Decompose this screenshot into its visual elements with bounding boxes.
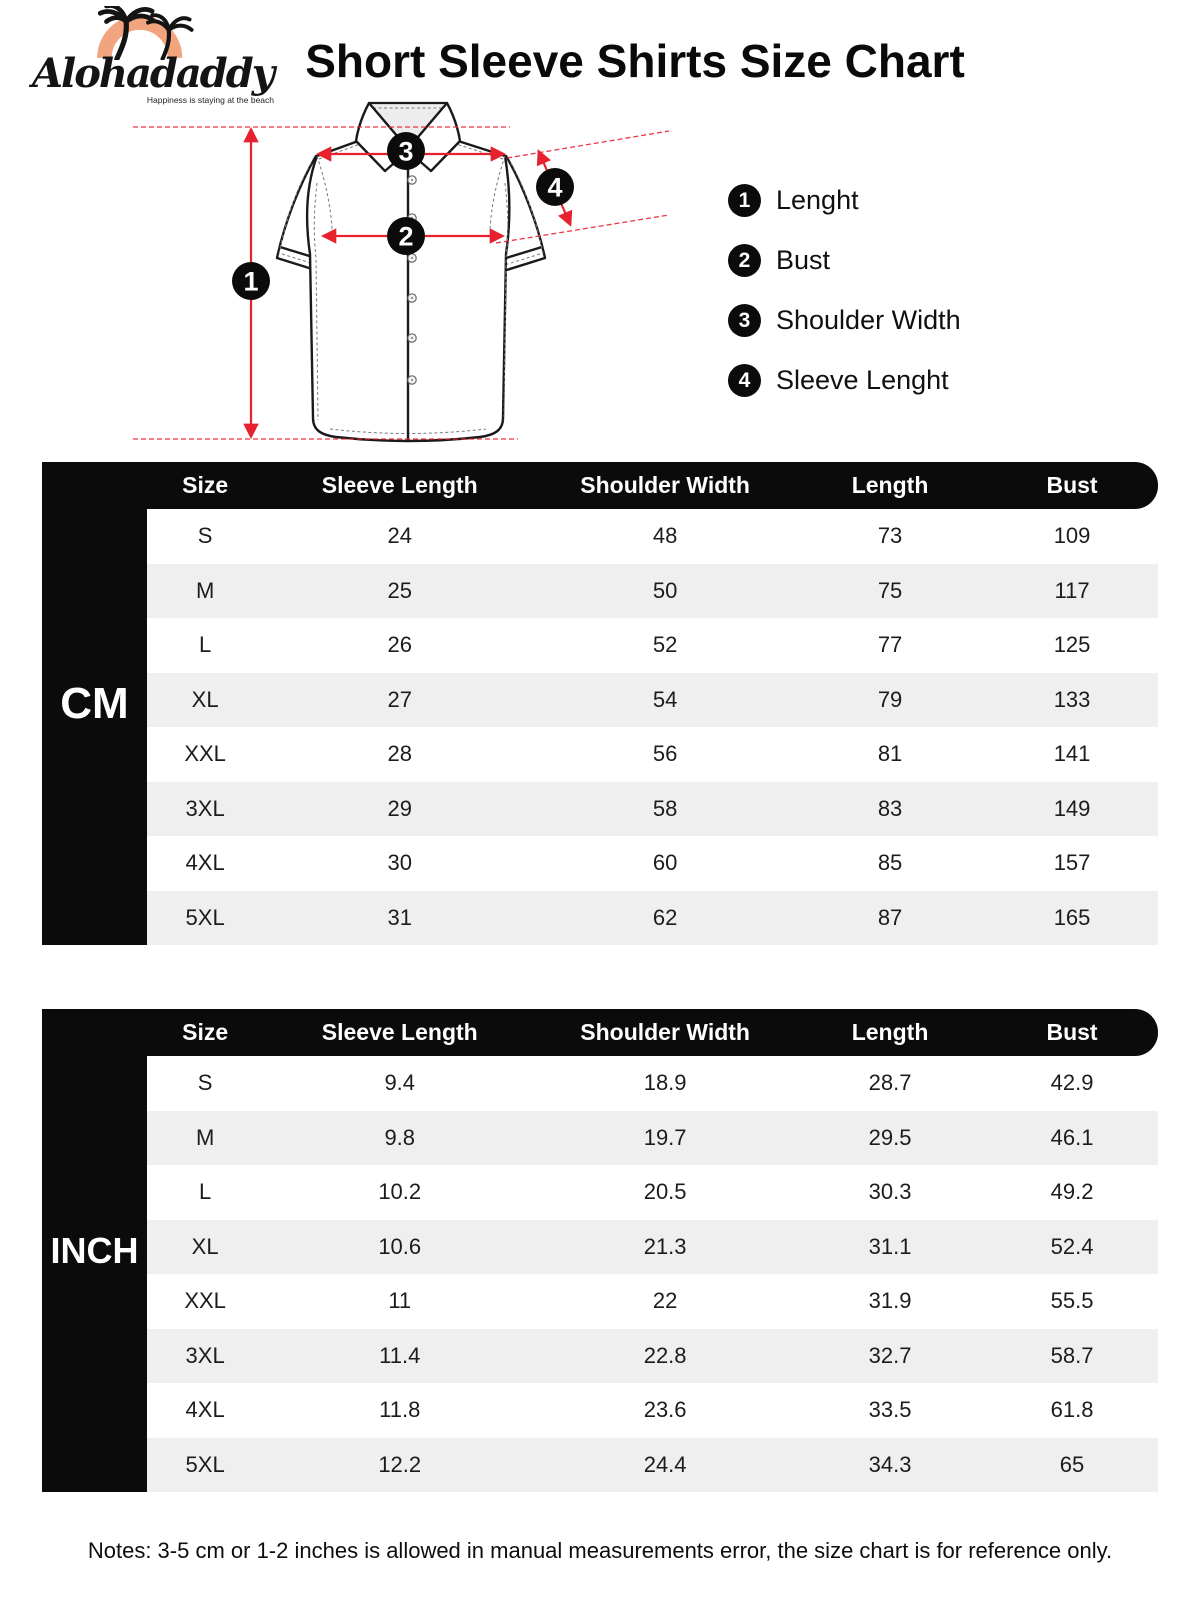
brand-tagline: Happiness is staying at the beach — [146, 95, 274, 105]
header-row — [147, 1009, 1158, 1056]
value-cell: 149 — [1053, 795, 1091, 821]
value-cell: 11 — [388, 1288, 412, 1314]
value-cell: 54 — [652, 686, 678, 712]
value-cell: 73 — [877, 523, 903, 549]
value-cell: 22.8 — [643, 1342, 687, 1368]
table-row — [147, 1329, 1158, 1384]
value-cell: 11.8 — [379, 1397, 421, 1423]
size-cell: 3XL — [185, 795, 225, 821]
value-cell: 33.5 — [868, 1397, 912, 1423]
table-row — [147, 1220, 1158, 1275]
inch-measurements-table — [147, 1009, 1158, 1492]
value-cell: 20.5 — [643, 1179, 687, 1205]
size-cell: L — [199, 632, 212, 658]
value-cell: 18.9 — [643, 1070, 687, 1096]
table-row — [147, 1165, 1158, 1220]
value-cell: 28.7 — [868, 1070, 912, 1096]
value-cell: 26 — [387, 632, 412, 658]
column-header: Sleeve Length — [321, 472, 478, 498]
value-cell: 24.4 — [643, 1451, 687, 1477]
value-cell: 31.1 — [868, 1233, 912, 1259]
value-cell: 10.2 — [378, 1179, 422, 1205]
table-row — [147, 673, 1158, 728]
value-cell: 46.1 — [1050, 1124, 1094, 1150]
legend-badge-1: 1 — [728, 184, 761, 217]
table-row — [147, 1274, 1158, 1329]
size-table-cm — [42, 462, 1158, 945]
legend-item-bust — [728, 244, 961, 277]
size-cell: L — [199, 1179, 212, 1205]
legend-item-sleeve-length — [728, 364, 961, 397]
value-cell: 65 — [1059, 1451, 1085, 1477]
notes-text: Notes: 3-5 cm or 1-2 inches is allowed in manual measurements error, the size chart is for reference only. — [87, 1538, 1113, 1563]
value-cell: 9.8 — [384, 1124, 416, 1150]
table-row — [147, 782, 1158, 837]
size-cell: 5XL — [185, 904, 225, 930]
size-cell: 4XL — [185, 850, 225, 876]
legend-label: Shoulder Width — [776, 305, 961, 335]
value-cell: 27 — [387, 686, 412, 712]
value-cell: 79 — [877, 686, 903, 712]
value-cell: 42.9 — [1050, 1070, 1094, 1096]
legend-badge-4: 4 — [728, 364, 761, 397]
value-cell: 32.7 — [868, 1342, 912, 1368]
value-cell: 10.6 — [378, 1233, 422, 1259]
size-cell: XXL — [184, 1288, 226, 1314]
page-title: Short Sleeve Shirts Size Chart — [305, 35, 965, 87]
value-cell: 85 — [877, 850, 903, 876]
value-cell: 31.9 — [868, 1288, 912, 1314]
value-cell: 30.3 — [868, 1179, 912, 1205]
size-cell: 4XL — [185, 1397, 225, 1423]
legend-badge-3: 3 — [728, 304, 761, 337]
value-cell: 29.5 — [868, 1124, 912, 1150]
value-cell: 56 — [652, 741, 678, 767]
column-header: Shoulder Width — [580, 1019, 750, 1045]
value-cell: 22 — [652, 1288, 678, 1314]
value-cell: 61.8 — [1050, 1397, 1094, 1423]
table-row — [147, 618, 1158, 673]
size-cell: XL — [191, 686, 219, 712]
value-cell: 125 — [1053, 632, 1091, 658]
size-cell: M — [195, 1124, 215, 1150]
table-row — [147, 1383, 1158, 1438]
size-table-inch — [42, 1009, 1158, 1492]
shirt-measurement-diagram — [118, 88, 738, 460]
value-cell: 19.7 — [643, 1124, 687, 1150]
brand-name: Alohadaddy — [32, 50, 273, 97]
size-cell: M — [195, 577, 215, 603]
diagram-badge-3-num: 3 — [398, 136, 414, 167]
table-row — [147, 1111, 1158, 1166]
table-row — [147, 727, 1158, 782]
diagram-badge-4-num: 4 — [547, 172, 563, 203]
value-cell: 60 — [652, 850, 678, 876]
value-cell: 52.4 — [1050, 1233, 1094, 1259]
value-cell: 50 — [652, 577, 678, 603]
diagram-badge-1-num: 1 — [243, 266, 259, 297]
column-header: Shoulder Width — [580, 472, 750, 498]
value-cell: 87 — [877, 904, 903, 930]
value-cell: 48 — [652, 523, 678, 549]
unit-label-inch: INCH — [50, 1229, 139, 1271]
value-cell: 77 — [877, 632, 903, 658]
legend-item-shoulder-width — [728, 304, 961, 337]
cm-measurements-table — [147, 462, 1158, 945]
value-cell: 52 — [652, 632, 678, 658]
legend-label: Bust — [776, 245, 831, 275]
column-header: Sleeve Length — [321, 1019, 478, 1045]
table-row — [147, 891, 1158, 946]
value-cell: 75 — [877, 577, 903, 603]
legend-item-length — [728, 184, 961, 217]
value-cell: 117 — [1054, 577, 1090, 603]
value-cell: 28 — [387, 741, 412, 767]
size-cell: S — [197, 1070, 213, 1096]
size-cell: XL — [191, 1233, 219, 1259]
diagram-badge-2-num: 2 — [398, 221, 414, 252]
legend-label: Lenght — [776, 185, 859, 215]
value-cell: 62 — [652, 904, 678, 930]
value-cell: 157 — [1053, 850, 1091, 876]
value-cell: 24 — [387, 523, 412, 549]
column-header: Bust — [1046, 1019, 1098, 1045]
column-header: Size — [182, 472, 229, 498]
value-cell: 49.2 — [1050, 1179, 1094, 1205]
value-cell: 165 — [1053, 904, 1091, 930]
value-cell: 21.3 — [643, 1233, 687, 1259]
table-row — [147, 1438, 1158, 1493]
value-cell: 12.2 — [378, 1451, 422, 1477]
value-cell: 83 — [877, 795, 903, 821]
value-cell: 55.5 — [1050, 1288, 1094, 1314]
size-cell: S — [197, 523, 213, 549]
size-cell: XXL — [184, 741, 226, 767]
value-cell: 58 — [652, 795, 678, 821]
value-cell: 9.4 — [384, 1070, 416, 1096]
unit-label-cm: CM — [60, 678, 129, 728]
column-header: Length — [851, 472, 929, 498]
size-cell: 3XL — [185, 1342, 225, 1368]
table-row — [147, 1056, 1158, 1111]
table-row — [147, 564, 1158, 619]
value-cell: 58.7 — [1050, 1342, 1094, 1368]
legend-label: Sleeve Lenght — [776, 365, 949, 395]
value-cell: 29 — [387, 795, 412, 821]
value-cell: 34.3 — [868, 1451, 912, 1477]
measurement-legend — [728, 184, 961, 424]
value-cell: 25 — [387, 577, 412, 603]
header-row — [147, 462, 1158, 509]
column-header: Bust — [1046, 472, 1098, 498]
value-cell: 30 — [387, 850, 412, 876]
legend-badge-2: 2 — [728, 244, 761, 277]
table-row — [147, 836, 1158, 891]
value-cell: 141 — [1053, 741, 1091, 767]
value-cell: 11.4 — [379, 1342, 421, 1368]
value-cell: 81 — [877, 741, 903, 767]
size-cell: 5XL — [185, 1451, 225, 1477]
value-cell: 133 — [1053, 686, 1091, 712]
value-cell: 109 — [1053, 523, 1091, 549]
table-row — [147, 509, 1158, 564]
column-header: Length — [851, 1019, 929, 1045]
value-cell: 31 — [387, 904, 412, 930]
value-cell: 23.6 — [643, 1397, 687, 1423]
column-header: Size — [182, 1019, 229, 1045]
